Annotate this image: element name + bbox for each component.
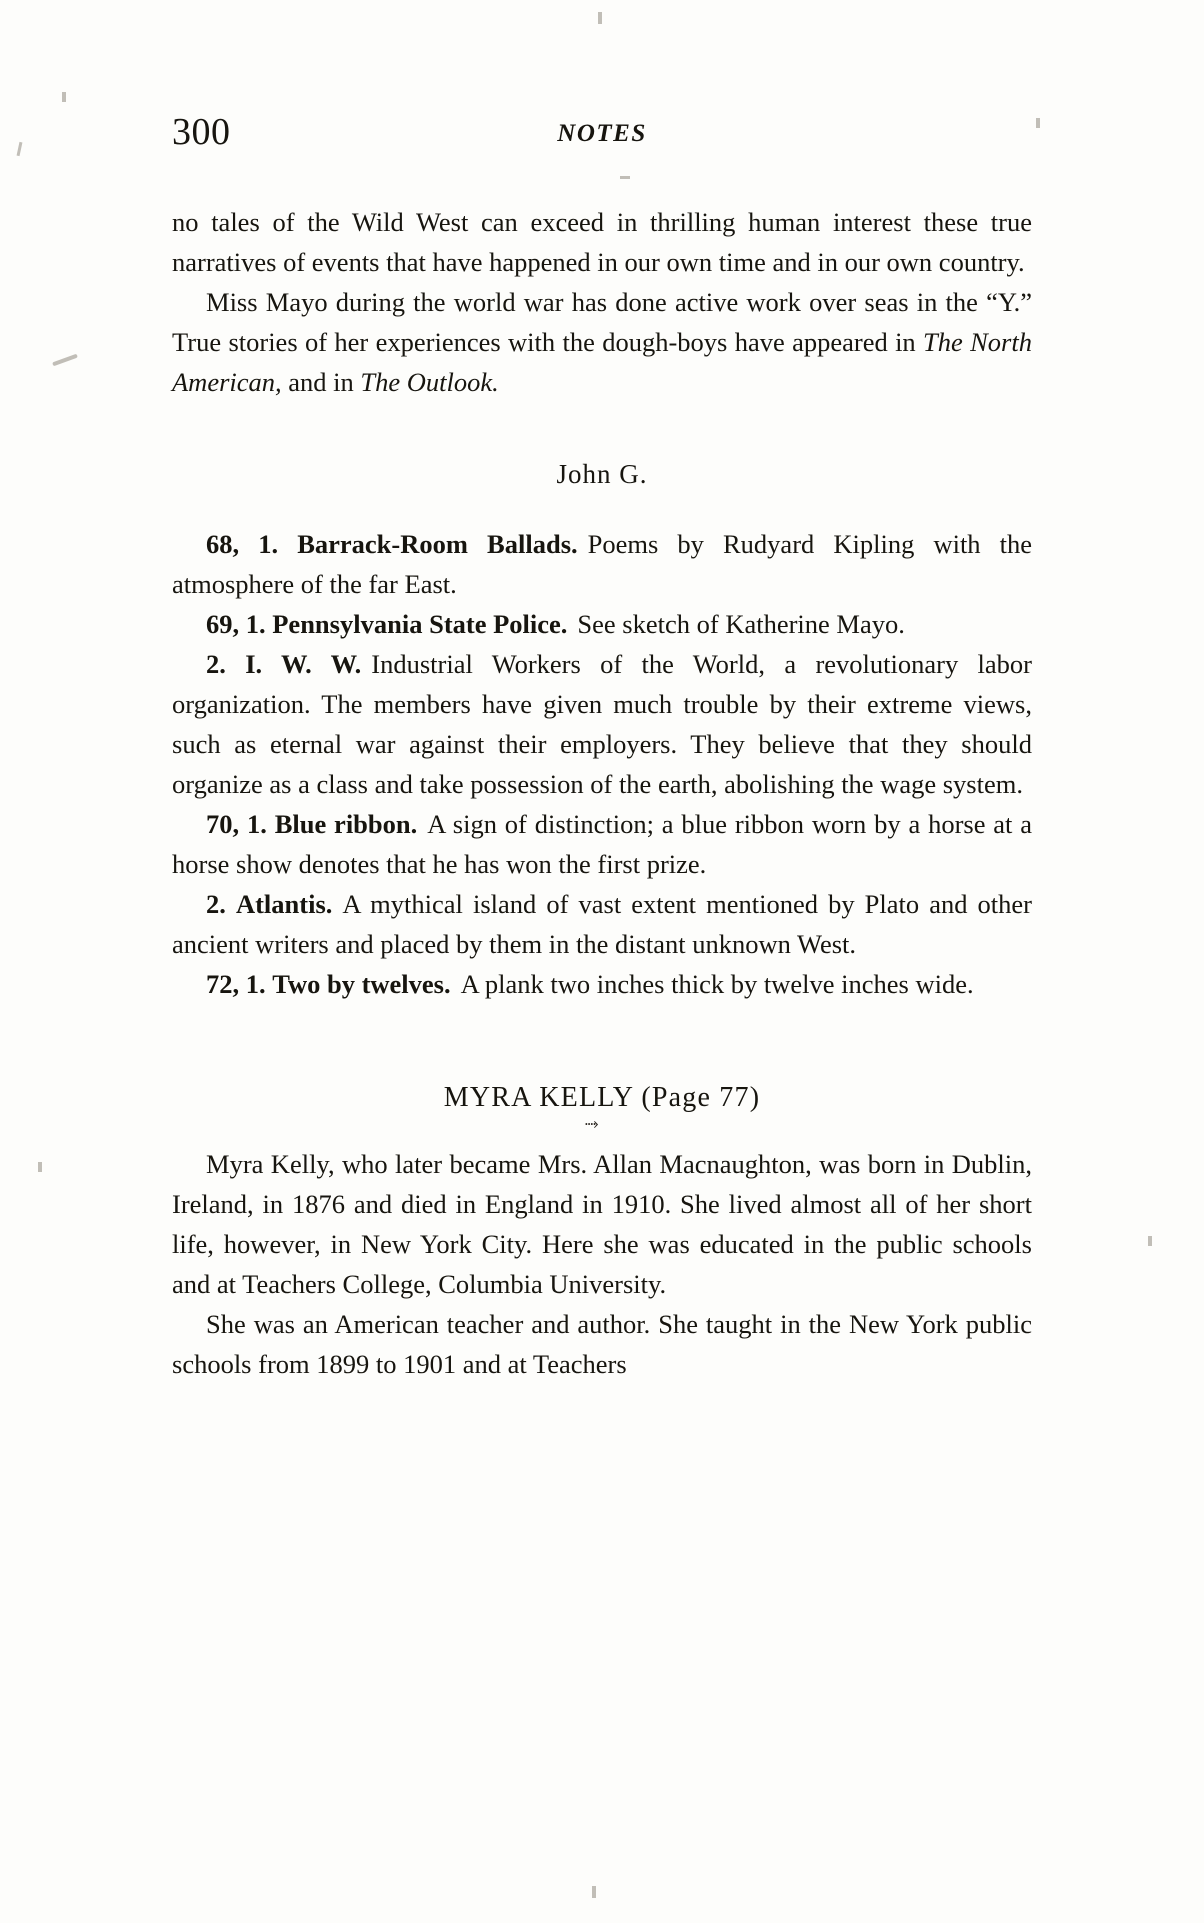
- paragraph-miss-mayo: [172, 282, 1032, 402]
- title-north-american: The North American,: [172, 327, 1032, 397]
- note-69-2-title: I. W. W.: [245, 649, 362, 679]
- margin-speck: [17, 142, 23, 156]
- note-70-1: [172, 804, 1032, 884]
- body-text: [172, 202, 1032, 1384]
- note-69-1-number: 69, 1.: [206, 609, 266, 639]
- note-68-1: [172, 524, 1032, 604]
- note-69-2-text: Industrial Workers of the World, a revolutionary labor organization. The members have given much trouble by their extreme views, such as eternal war against their employers. They believe that they should organize as a class and take possession of the earth, abolishing the wage system.: [172, 649, 1032, 799]
- note-70-1-title: Blue ribbon.: [274, 809, 418, 839]
- page-content: [172, 0, 1032, 1384]
- section-byline: John G.: [556, 459, 648, 489]
- margin-tick: [52, 354, 78, 367]
- story-heading-text: MYRA KELLY (Page 77): [443, 1082, 761, 1113]
- biography-paragraph-2: She was an American teacher and author. She taught in the New York public schools from 1899 to 1901 and at Teachers: [172, 1309, 1032, 1379]
- margin-dot-right: [1036, 118, 1040, 128]
- margin-dot-lower-right: [1148, 1236, 1152, 1246]
- note-68-1-number: 68, 1.: [206, 529, 279, 559]
- note-72-1-text: A plank two inches thick by twelve inches wide.: [460, 969, 974, 999]
- pen-mark-icon: ⤑: [584, 1114, 600, 1133]
- running-title: NOTES: [557, 120, 647, 147]
- note-68-1-text: Poems by Rudyard Kipling with the atmosphere of the far East.: [172, 529, 1033, 599]
- note-68-1-title: Barrack-Room Ballads.: [297, 529, 578, 559]
- paragraph-miss-mayo-part1: Miss Mayo during the world war has done active work over seas in the “Y.” True stories of her experiences with the dough-boys have appeared in: [172, 287, 1032, 357]
- paragraph-miss-mayo-part2: and in: [281, 367, 361, 397]
- note-69-2-number: 2.: [206, 649, 226, 679]
- paragraph-continued: no tales of the Wild West can exceed in thrilling human interest these true narratives of events that have happened in our own time and in our own country.: [172, 207, 1032, 277]
- note-72-1: [172, 964, 1032, 1004]
- note-72-1-title: Two by twelves.: [272, 969, 451, 999]
- running-head: [172, 110, 1032, 180]
- note-69-1: [172, 604, 1032, 644]
- title-outlook: The Outlook.: [360, 367, 499, 397]
- story-heading: [172, 1078, 1032, 1133]
- note-70-2: [172, 884, 1032, 964]
- note-69-2: [172, 644, 1032, 804]
- note-69-1-text: See sketch of Katherine Mayo.: [577, 609, 905, 639]
- note-70-1-text: A sign of distinction; a blue ribbon worn by a horse at a horse show denotes that he has won the first prize.: [172, 809, 1033, 879]
- note-69-1-title: Pennsylvania State Police.: [272, 609, 568, 639]
- note-72-1-number: 72, 1.: [206, 969, 266, 999]
- note-70-1-number: 70, 1.: [206, 809, 267, 839]
- margin-dot-lower-left: [38, 1162, 42, 1172]
- note-70-2-number: 2.: [206, 889, 226, 919]
- margin-dot-left: [62, 92, 66, 102]
- margin-dot-bottom: [592, 1886, 596, 1898]
- biography-paragraph-1: Myra Kelly, who later became Mrs. Allan Macnaughton, was born in Dublin, Ireland, in 1876 and died in England in 1910. She lived almost all of her short life, however, in New York City. Here she was educated in the public schools and at Teachers College, Columbia University.: [172, 1149, 1032, 1299]
- note-70-2-text: A mythical island of vast extent mentioned by Plato and other ancient writers and placed by them in the distant unknown West.: [172, 889, 1033, 959]
- note-70-2-title: Atlantis.: [235, 889, 333, 919]
- page-number: 300: [172, 111, 231, 153]
